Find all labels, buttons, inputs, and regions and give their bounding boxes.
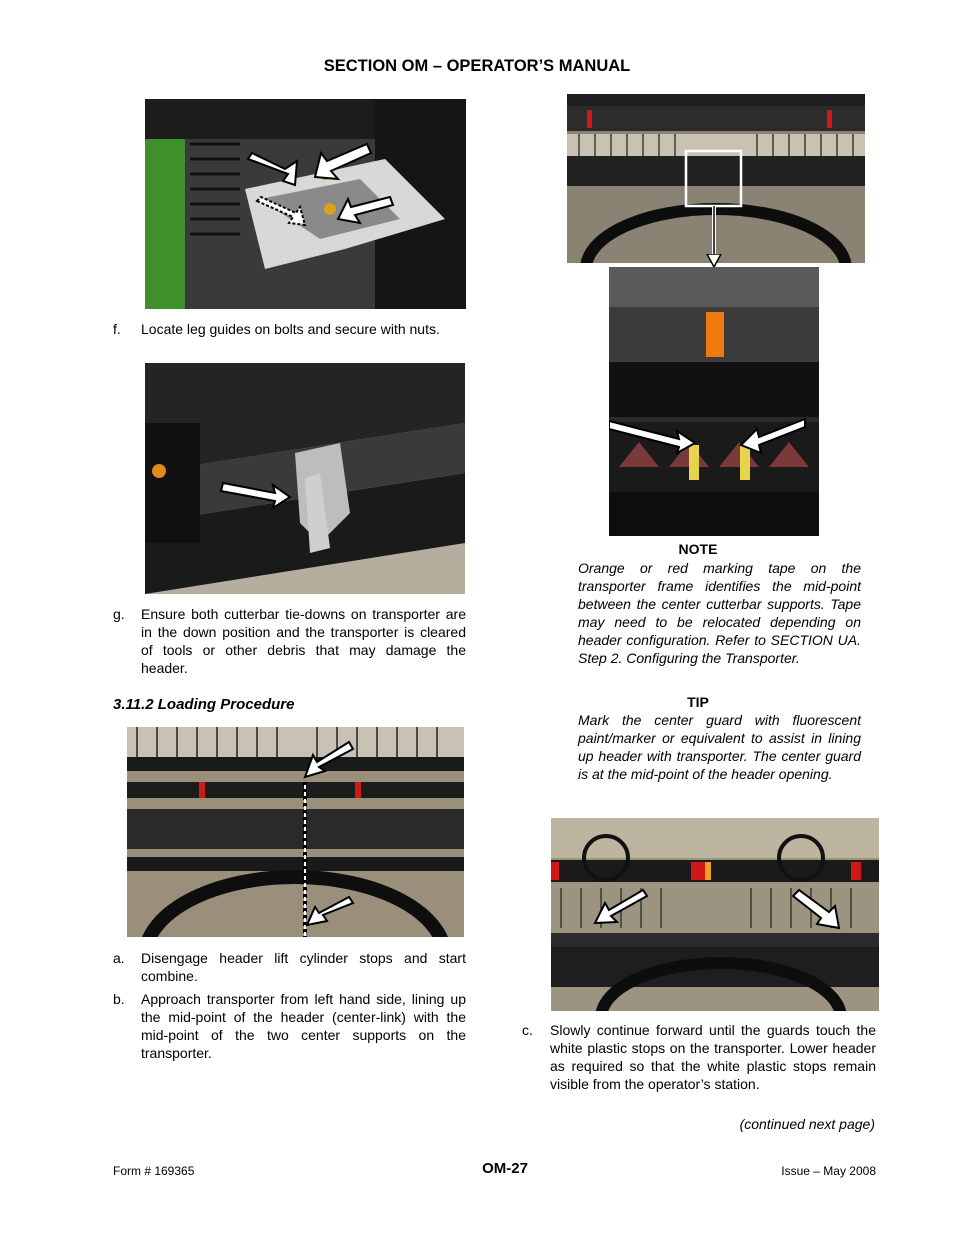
step-f [113, 320, 466, 360]
continued-note: (continued next page) [739, 1116, 875, 1132]
step-a [113, 949, 466, 987]
photo-center-supports-closeup [609, 267, 819, 536]
step-text: Disengage header lift cylinder stops and start combine. [141, 950, 466, 984]
tip-heading: TIP [687, 694, 709, 710]
step-marker: c. [522, 1022, 533, 1038]
section-heading: 3.11.2 Loading Procedure [113, 696, 295, 713]
step-text: Approach transporter from left hand side, lining up the mid-point of the header (center-link) with the mid-point of the two center supports on the transporter. [141, 991, 466, 1061]
photo-tie-down-latch [145, 363, 465, 594]
step-g [113, 605, 466, 681]
step-text: Ensure both cutterbar tie-downs on transporter are in the down position and the transporter is cleared of tools or other debris that may damage the header. [141, 606, 466, 676]
step-marker: f. [113, 321, 121, 337]
step-marker: g. [113, 606, 125, 622]
step-text: Locate leg guides on bolts and secure with nuts. [141, 321, 440, 337]
photo-leg-guide-bolts [145, 99, 466, 309]
page-number: OM-27 [482, 1160, 528, 1177]
connector-arrow-icon [706, 254, 722, 268]
step-marker: a. [113, 950, 125, 966]
photo-center-support-view [567, 94, 865, 263]
issue-date: Issue – May 2008 [781, 1164, 876, 1178]
note-text: Orange or red marking tape on the transporter frame identifies the mid-point between the center cutterbar supports. Tape may need to be relocated depending on header configuration. Refer to SECTION UA. Step 2. Configuring the Transporter. [578, 560, 861, 666]
form-number: Form # 169365 [113, 1164, 195, 1178]
page-title: SECTION OM – OPERATOR’S MANUAL [323, 57, 631, 75]
step-marker: b. [113, 991, 125, 1007]
step-b [113, 990, 466, 1064]
photo-guards-touch-stops [551, 818, 879, 1011]
step-text: Slowly continue forward until the guards touch the white plastic stops on the transporter. Lower header as required so that the white plastic stops remain visible from the operator’s station. [550, 1022, 876, 1092]
tip-text: Mark the center guard with fluorescent paint/marker or equivalent to assist in lining up header with transporter. The center guard is at the mid-point of the header opening. [578, 712, 861, 782]
step-c [522, 1021, 876, 1113]
photo-approach-transporter [127, 727, 464, 937]
note-heading: NOTE [678, 541, 718, 557]
